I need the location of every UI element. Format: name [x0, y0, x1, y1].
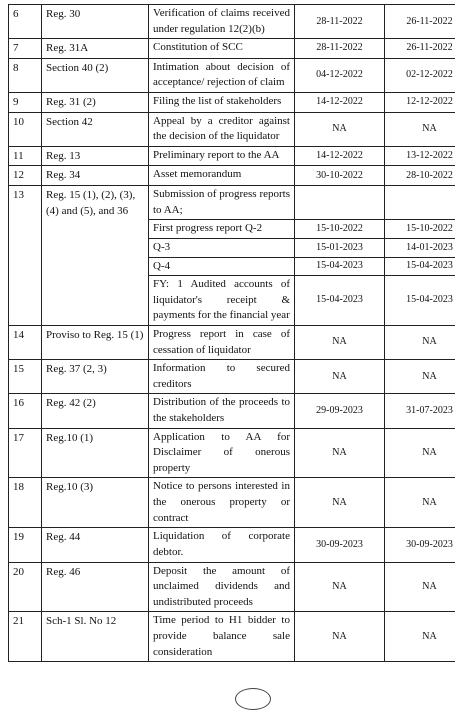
- particulars-cell: Constitution of SCC: [149, 39, 295, 59]
- table-row: [9, 93, 455, 113]
- serial-number-cell: 10: [9, 112, 42, 146]
- table-row: [9, 166, 455, 186]
- actual-date-cell: 28-10-2022: [385, 166, 455, 186]
- serial-number-cell: 11: [9, 146, 42, 166]
- due-date-cell: 04-12-2022: [295, 58, 385, 92]
- regulation-cell: Reg. 30: [42, 5, 149, 39]
- due-date-cell: 28-11-2022: [295, 5, 385, 39]
- actual-date-cell: 13-12-2022: [385, 146, 455, 166]
- regulation-cell: Reg. 46: [42, 562, 149, 612]
- liquidation-timeline-table: [8, 4, 455, 662]
- serial-number-cell: 12: [9, 166, 42, 186]
- regulation-cell: Section 42: [42, 112, 149, 146]
- due-date-cell: NA: [295, 428, 385, 478]
- table-row: [9, 394, 455, 428]
- serial-number-cell: 21: [9, 612, 42, 662]
- actual-date-cell: 15-04-2023: [385, 257, 455, 276]
- serial-number-cell: 20: [9, 562, 42, 612]
- regulation-cell: Reg. 31 (2): [42, 93, 149, 113]
- regulation-cell: Reg. 44: [42, 528, 149, 562]
- table-row: [9, 428, 455, 478]
- particulars-cell: Q-4: [149, 257, 295, 276]
- due-date-cell: NA: [295, 478, 385, 528]
- regulation-cell: Sch-1 Sl. No 12: [42, 612, 149, 662]
- particulars-cell: Deposit the amount of unclaimed dividends and undistributed proceeds: [149, 562, 295, 612]
- serial-number-cell: 13: [9, 186, 42, 326]
- table-row: [9, 39, 455, 59]
- regulation-cell: Reg.10 (3): [42, 478, 149, 528]
- due-date-cell: NA: [295, 562, 385, 612]
- regulation-cell: Reg. 31A: [42, 39, 149, 59]
- table-row: [9, 58, 455, 92]
- particulars-cell: Verification of claims received under regulation 12(2)(b): [149, 5, 295, 39]
- serial-number-cell: 9: [9, 93, 42, 113]
- serial-number-cell: 17: [9, 428, 42, 478]
- serial-number-cell: 14: [9, 325, 42, 359]
- due-date-cell: 30-09-2023: [295, 528, 385, 562]
- particulars-cell: Notice to persons interested in the onerous property or contract: [149, 478, 295, 528]
- particulars-cell: Appeal by a creditor against the decision of the liquidator: [149, 112, 295, 146]
- serial-number-cell: 18: [9, 478, 42, 528]
- actual-date-cell: 12-12-2022: [385, 93, 455, 113]
- table-row: [9, 186, 455, 220]
- regulation-cell: Reg. 37 (2, 3): [42, 360, 149, 394]
- table-row: [9, 112, 455, 146]
- particulars-cell: Distribution of the proceeds to the stakeholders: [149, 394, 295, 428]
- actual-date-cell: 02-12-2022: [385, 58, 455, 92]
- due-date-cell: 15-04-2023: [295, 257, 385, 276]
- actual-date-cell: 26-11-2022: [385, 39, 455, 59]
- due-date-cell: 14-12-2022: [295, 146, 385, 166]
- regulation-cell: Reg. 13: [42, 146, 149, 166]
- serial-number-cell: 16: [9, 394, 42, 428]
- serial-number-cell: 8: [9, 58, 42, 92]
- timeline-table-body: [9, 5, 455, 662]
- regulation-cell: Section 40 (2): [42, 58, 149, 92]
- table-row: [9, 478, 455, 528]
- particulars-cell: Progress report in case of cessation of liquidator: [149, 325, 295, 359]
- due-date-cell: NA: [295, 360, 385, 394]
- regulation-cell: Proviso to Reg. 15 (1): [42, 325, 149, 359]
- table-row: [9, 528, 455, 562]
- particulars-cell: FY: 1 Audited accounts of liquidator's receipt & payments for the financial year: [149, 276, 295, 326]
- serial-number-cell: 7: [9, 39, 42, 59]
- actual-date-cell: NA: [385, 360, 455, 394]
- table-row: [9, 5, 455, 39]
- particulars-cell: Time period to H1 bidder to provide balance sale consideration: [149, 612, 295, 662]
- regulation-cell: Reg. 15 (1), (2), (3), (4) and (5), and 36: [42, 186, 149, 326]
- table-row: [9, 325, 455, 359]
- due-date-cell: 14-12-2022: [295, 93, 385, 113]
- due-date-cell: 29-09-2023: [295, 394, 385, 428]
- serial-number-cell: 19: [9, 528, 42, 562]
- seal-stamp: [235, 688, 271, 710]
- actual-date-cell: 26-11-2022: [385, 5, 455, 39]
- particulars-cell: Information to secured creditors: [149, 360, 295, 394]
- actual-date-cell: NA: [385, 112, 455, 146]
- actual-date-cell: 15-04-2023: [385, 276, 455, 326]
- table-row: [9, 612, 455, 662]
- actual-date-cell: 14-01-2023: [385, 238, 455, 257]
- actual-date-cell: NA: [385, 562, 455, 612]
- due-date-cell: [295, 186, 385, 220]
- particulars-cell: Asset memorandum: [149, 166, 295, 186]
- actual-date-cell: [385, 186, 455, 220]
- serial-number-cell: 15: [9, 360, 42, 394]
- serial-number-cell: 6: [9, 5, 42, 39]
- due-date-cell: 15-04-2023: [295, 276, 385, 326]
- regulation-cell: Reg. 34: [42, 166, 149, 186]
- table-row: [9, 562, 455, 612]
- actual-date-cell: 15-10-2022: [385, 220, 455, 239]
- actual-date-cell: 30-09-2023: [385, 528, 455, 562]
- due-date-cell: 28-11-2022: [295, 39, 385, 59]
- particulars-cell: Intimation about decision of acceptance/ rejection of claim: [149, 58, 295, 92]
- actual-date-cell: NA: [385, 478, 455, 528]
- actual-date-cell: 31-07-2023: [385, 394, 455, 428]
- particulars-cell: Filing the list of stakeholders: [149, 93, 295, 113]
- due-date-cell: 15-01-2023: [295, 238, 385, 257]
- particulars-cell: Submission of progress reports to AA;: [149, 186, 295, 220]
- particulars-cell: Liquidation of corporate debtor.: [149, 528, 295, 562]
- table-row: [9, 360, 455, 394]
- due-date-cell: 30-10-2022: [295, 166, 385, 186]
- regulation-cell: Reg.10 (1): [42, 428, 149, 478]
- particulars-cell: Application to AA for Disclaimer of onerous property: [149, 428, 295, 478]
- particulars-cell: Q-3: [149, 238, 295, 257]
- due-date-cell: NA: [295, 112, 385, 146]
- particulars-cell: First progress report Q-2: [149, 220, 295, 239]
- due-date-cell: NA: [295, 325, 385, 359]
- actual-date-cell: NA: [385, 612, 455, 662]
- actual-date-cell: NA: [385, 325, 455, 359]
- regulation-cell: Reg. 42 (2): [42, 394, 149, 428]
- document-page: [8, 4, 448, 662]
- table-row: [9, 146, 455, 166]
- actual-date-cell: NA: [385, 428, 455, 478]
- particulars-cell: Preliminary report to the AA: [149, 146, 295, 166]
- due-date-cell: NA: [295, 612, 385, 662]
- due-date-cell: 15-10-2022: [295, 220, 385, 239]
